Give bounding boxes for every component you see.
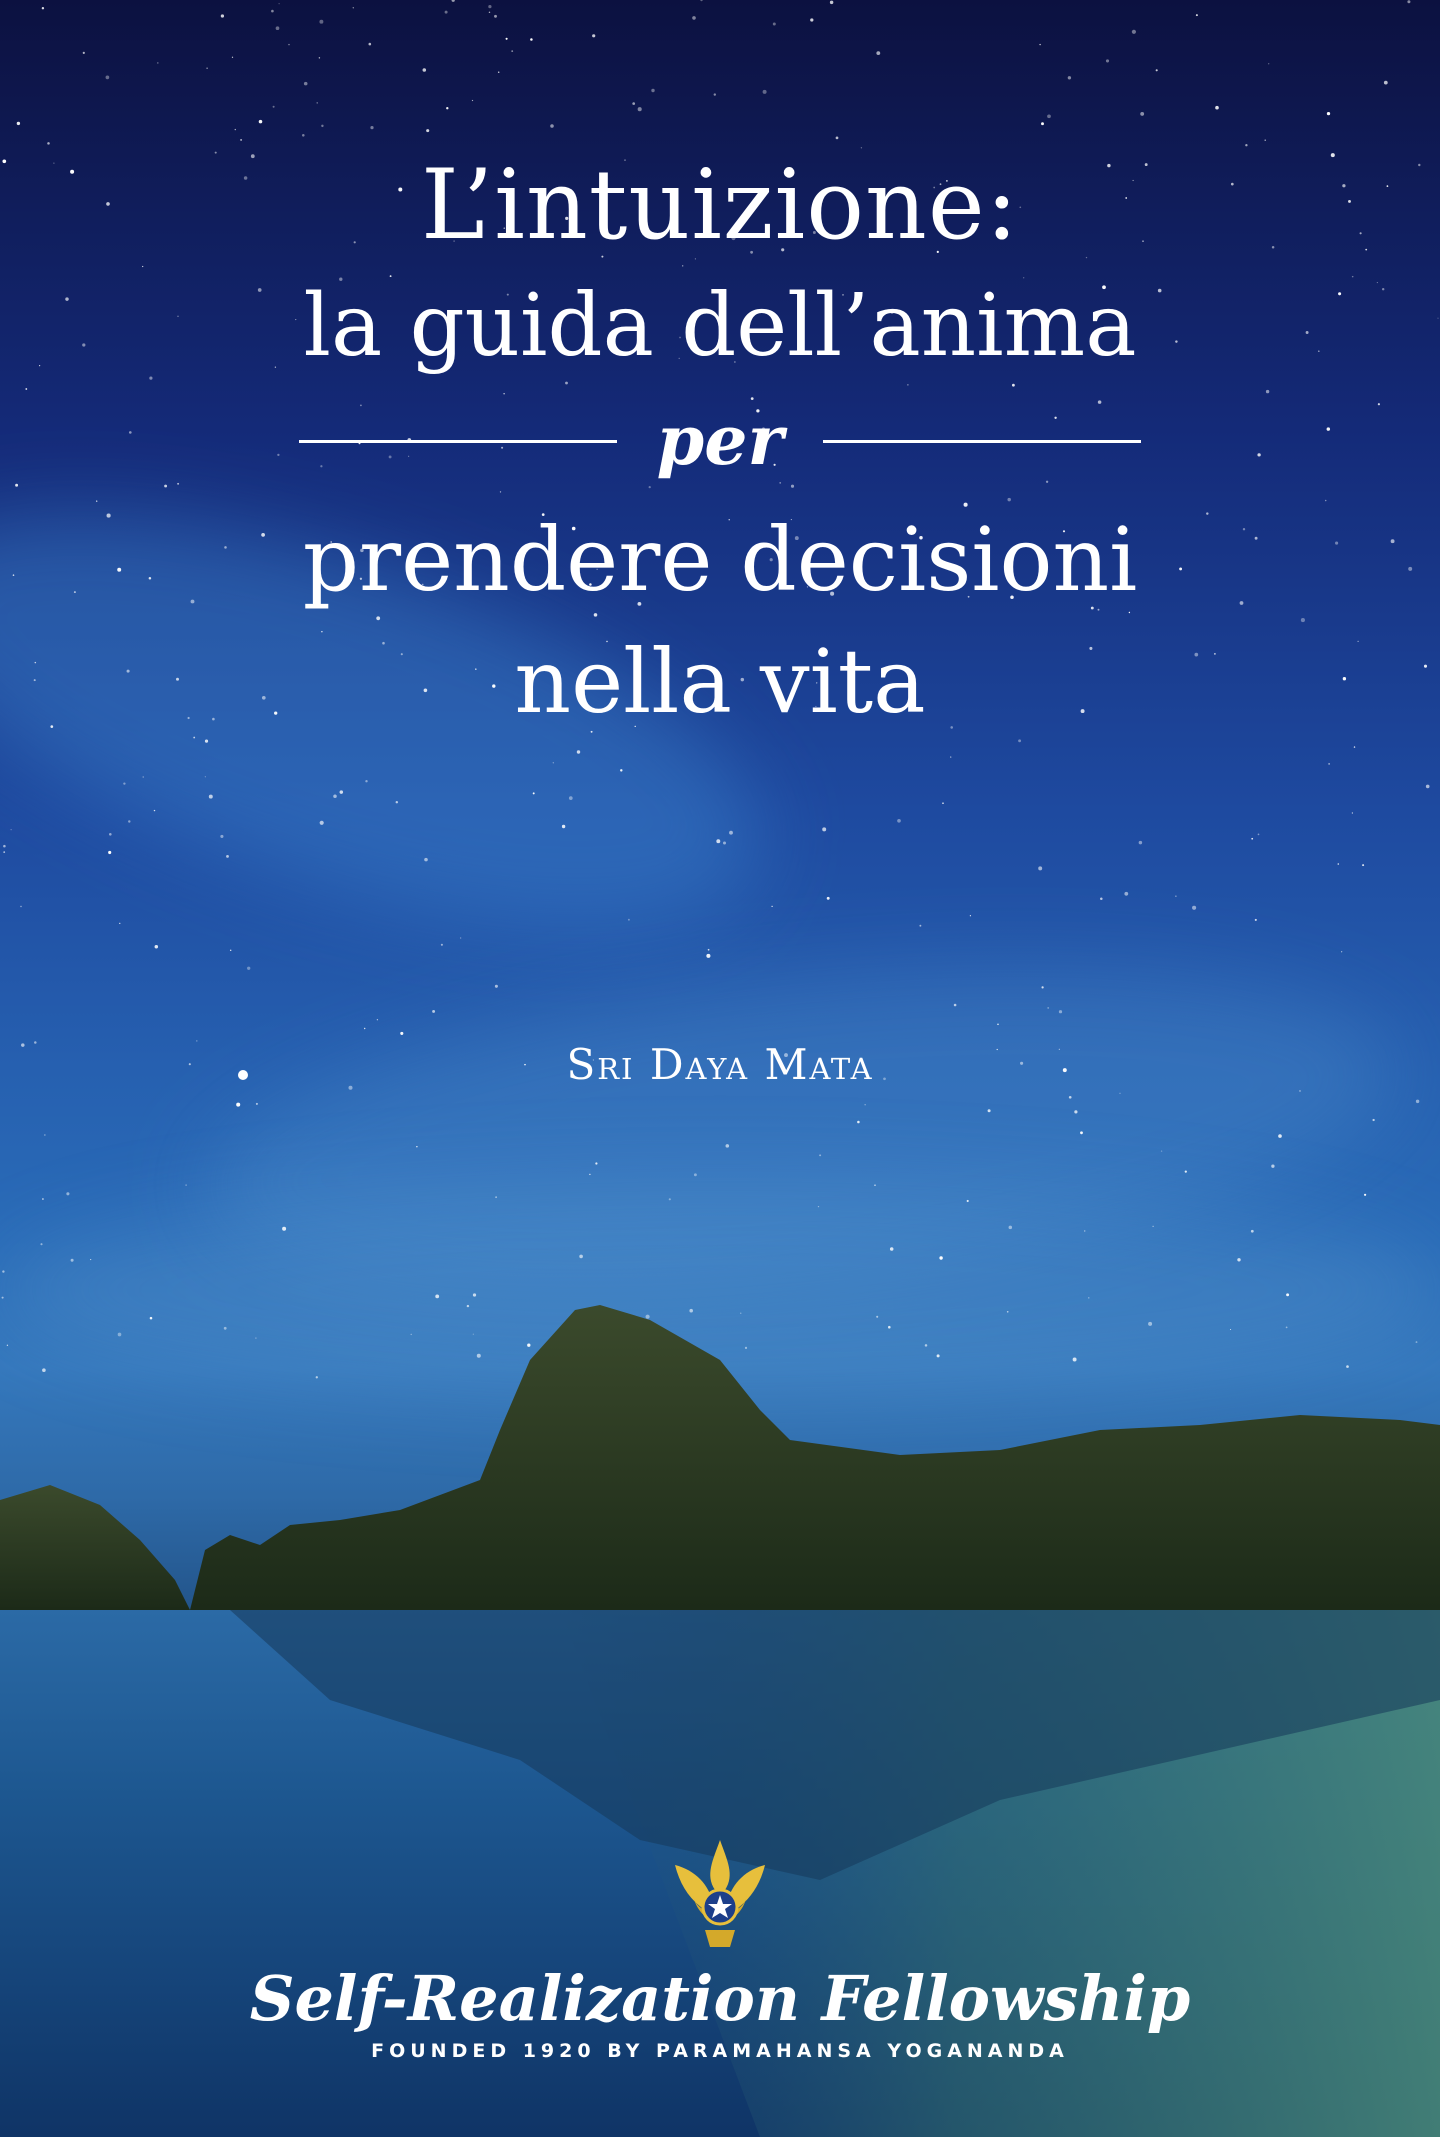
book-subtitle-line2: prendere decisioni bbox=[302, 508, 1138, 611]
star bbox=[1152, 1226, 1153, 1227]
star bbox=[822, 827, 826, 831]
star bbox=[1069, 1096, 1072, 1099]
star bbox=[71, 1259, 74, 1262]
star bbox=[511, 50, 513, 52]
star bbox=[579, 1255, 583, 1259]
star bbox=[1364, 1194, 1366, 1196]
star bbox=[90, 1259, 91, 1260]
star bbox=[119, 923, 120, 924]
star bbox=[874, 1184, 875, 1185]
star bbox=[1245, 144, 1247, 146]
star bbox=[3, 845, 6, 848]
star bbox=[970, 915, 971, 916]
star bbox=[205, 740, 208, 743]
subtitle-connector: per bbox=[656, 401, 784, 481]
star bbox=[441, 944, 443, 946]
star bbox=[988, 1109, 991, 1112]
star bbox=[143, 776, 144, 777]
star bbox=[221, 14, 224, 17]
star bbox=[1416, 1100, 1419, 1103]
star bbox=[377, 1019, 378, 1020]
star bbox=[694, 1173, 697, 1176]
star bbox=[488, 5, 491, 8]
star bbox=[530, 38, 533, 41]
star bbox=[954, 1004, 957, 1007]
star bbox=[1237, 1258, 1240, 1261]
star bbox=[1251, 1230, 1254, 1233]
star bbox=[232, 57, 233, 58]
star bbox=[432, 1010, 435, 1013]
star bbox=[400, 1032, 403, 1035]
star bbox=[827, 897, 830, 900]
star bbox=[460, 937, 461, 938]
star bbox=[489, 12, 490, 13]
book-title: L’intuizione: bbox=[421, 149, 1019, 261]
star bbox=[577, 750, 580, 753]
star bbox=[942, 802, 944, 804]
star bbox=[44, 1134, 45, 1135]
star bbox=[706, 954, 710, 958]
star bbox=[128, 820, 130, 822]
star bbox=[154, 810, 155, 811]
star bbox=[773, 23, 776, 26]
star bbox=[1047, 1007, 1049, 1009]
star bbox=[1426, 785, 1430, 789]
star bbox=[1132, 30, 1136, 34]
star bbox=[836, 137, 839, 140]
star bbox=[123, 782, 125, 784]
star bbox=[364, 1028, 365, 1029]
star bbox=[1196, 14, 1198, 16]
star bbox=[20, 906, 21, 907]
star bbox=[1354, 746, 1355, 747]
book-subtitle-line1: la guida dell’anima bbox=[303, 276, 1137, 376]
star bbox=[83, 52, 85, 54]
star bbox=[1041, 986, 1043, 988]
star bbox=[818, 1206, 819, 1207]
star bbox=[865, 1104, 866, 1105]
star bbox=[1268, 63, 1269, 64]
left-cliff bbox=[0, 1485, 190, 1610]
star bbox=[1140, 112, 1144, 116]
star bbox=[1100, 898, 1103, 901]
star bbox=[205, 776, 206, 777]
star bbox=[320, 821, 324, 825]
star bbox=[723, 842, 726, 845]
star bbox=[1215, 106, 1219, 110]
star bbox=[810, 18, 813, 21]
star bbox=[1185, 1170, 1187, 1172]
star bbox=[1161, 1150, 1162, 1151]
star bbox=[1018, 739, 1021, 742]
star bbox=[446, 107, 448, 109]
star bbox=[553, 762, 554, 763]
star bbox=[628, 919, 630, 921]
divider-rule-left bbox=[299, 440, 617, 443]
subtitle-divider bbox=[0, 401, 1440, 481]
star bbox=[445, 11, 448, 14]
star bbox=[276, 26, 280, 30]
title-block bbox=[0, 150, 1440, 734]
star bbox=[692, 16, 696, 20]
star bbox=[369, 43, 372, 46]
star bbox=[632, 102, 635, 105]
star bbox=[193, 737, 195, 739]
star bbox=[592, 34, 595, 37]
star bbox=[950, 756, 951, 757]
star bbox=[495, 1196, 497, 1198]
star bbox=[638, 107, 642, 111]
star bbox=[669, 1198, 671, 1200]
headland bbox=[190, 1305, 1440, 1610]
star bbox=[302, 134, 305, 137]
star bbox=[830, 1, 833, 4]
star bbox=[919, 925, 921, 927]
star bbox=[220, 835, 223, 838]
divider-rule-right bbox=[823, 440, 1141, 443]
star bbox=[11, 829, 12, 830]
star bbox=[1175, 896, 1176, 897]
star bbox=[1328, 763, 1330, 765]
star bbox=[1124, 892, 1128, 896]
star bbox=[230, 950, 231, 951]
lotus-star-emblem-icon bbox=[665, 1835, 775, 1955]
star bbox=[1372, 1119, 1374, 1121]
star bbox=[1009, 1226, 1013, 1230]
star bbox=[498, 71, 499, 72]
star bbox=[1192, 906, 1196, 910]
star bbox=[533, 792, 535, 794]
star bbox=[1059, 1010, 1062, 1013]
star bbox=[569, 796, 573, 800]
star bbox=[319, 20, 323, 24]
star bbox=[967, 1200, 969, 1202]
star bbox=[1047, 114, 1051, 118]
star bbox=[997, 1023, 999, 1025]
star bbox=[3, 851, 5, 853]
star bbox=[1251, 838, 1253, 840]
star bbox=[1074, 1110, 1077, 1113]
star bbox=[819, 1154, 821, 1156]
star bbox=[157, 62, 159, 64]
star bbox=[185, 1184, 186, 1185]
star bbox=[890, 1247, 894, 1251]
star bbox=[247, 967, 250, 970]
star bbox=[273, 106, 275, 108]
star bbox=[240, 139, 242, 141]
star bbox=[108, 851, 111, 854]
star bbox=[426, 129, 429, 132]
star bbox=[1327, 112, 1330, 115]
star bbox=[1084, 1230, 1085, 1231]
star bbox=[256, 1103, 258, 1105]
star bbox=[333, 795, 337, 799]
star bbox=[206, 68, 207, 69]
star bbox=[763, 90, 767, 94]
author-name: Sri Daya Mata bbox=[566, 1040, 874, 1089]
star bbox=[2, 1270, 4, 1272]
star bbox=[1384, 81, 1388, 85]
star bbox=[1278, 1134, 1282, 1138]
star bbox=[1341, 951, 1342, 952]
star bbox=[1038, 866, 1042, 870]
star bbox=[1258, 834, 1260, 836]
star bbox=[857, 1121, 860, 1124]
star bbox=[494, 15, 497, 18]
star bbox=[1039, 44, 1040, 45]
star bbox=[876, 51, 880, 55]
star bbox=[209, 795, 213, 799]
star bbox=[47, 142, 50, 145]
star bbox=[424, 858, 428, 862]
star bbox=[42, 1198, 44, 1200]
star bbox=[1119, 1093, 1120, 1094]
star bbox=[716, 839, 720, 843]
star bbox=[396, 801, 398, 803]
star bbox=[506, 38, 508, 40]
star bbox=[226, 855, 229, 858]
star bbox=[1271, 1165, 1274, 1168]
star bbox=[729, 831, 733, 835]
star bbox=[416, 1146, 417, 1147]
star bbox=[423, 68, 427, 72]
star bbox=[939, 1256, 942, 1259]
publisher-name: Self-Realization Fellowship bbox=[249, 1962, 1191, 2035]
star bbox=[595, 1162, 597, 1164]
star bbox=[651, 89, 654, 92]
star bbox=[340, 790, 343, 793]
star bbox=[370, 126, 373, 129]
star bbox=[155, 945, 158, 948]
star bbox=[708, 949, 710, 951]
star bbox=[353, 7, 354, 8]
star bbox=[495, 985, 498, 988]
publisher-tagline: FOUNDED 1920 BY PARAMAHANSA YOGANANDA bbox=[371, 2040, 1069, 2062]
star bbox=[1265, 140, 1266, 141]
star bbox=[771, 906, 772, 907]
star bbox=[562, 825, 565, 828]
star bbox=[1352, 812, 1353, 813]
star bbox=[1362, 864, 1364, 866]
star bbox=[288, 44, 289, 45]
star bbox=[282, 1227, 286, 1231]
star bbox=[726, 1144, 730, 1148]
star bbox=[1041, 122, 1044, 125]
star bbox=[235, 129, 236, 130]
star bbox=[317, 102, 318, 103]
star bbox=[589, 1174, 590, 1175]
star bbox=[66, 1192, 69, 1195]
star bbox=[1068, 76, 1071, 79]
star bbox=[1255, 919, 1257, 921]
star bbox=[1299, 1090, 1300, 1091]
star bbox=[1080, 1131, 1083, 1134]
star bbox=[321, 125, 323, 127]
star bbox=[236, 1103, 240, 1107]
star bbox=[17, 122, 20, 125]
star bbox=[259, 120, 263, 124]
star bbox=[897, 819, 901, 823]
star bbox=[109, 833, 112, 836]
star bbox=[279, 3, 280, 4]
star bbox=[1139, 841, 1142, 844]
star bbox=[42, 7, 44, 9]
star bbox=[550, 124, 554, 128]
star bbox=[472, 100, 473, 101]
star bbox=[700, 0, 702, 1]
star bbox=[1407, 0, 1410, 3]
star bbox=[40, 1243, 42, 1245]
star bbox=[365, 780, 367, 782]
star bbox=[452, 0, 455, 2]
star bbox=[106, 76, 110, 80]
star bbox=[271, 10, 274, 13]
star bbox=[714, 93, 716, 95]
star bbox=[620, 769, 622, 771]
star bbox=[1106, 59, 1109, 62]
star bbox=[1338, 863, 1340, 865]
book-subtitle-line3: nella vita bbox=[514, 630, 926, 733]
star bbox=[319, 57, 320, 58]
star bbox=[304, 82, 308, 86]
star bbox=[1156, 69, 1158, 71]
